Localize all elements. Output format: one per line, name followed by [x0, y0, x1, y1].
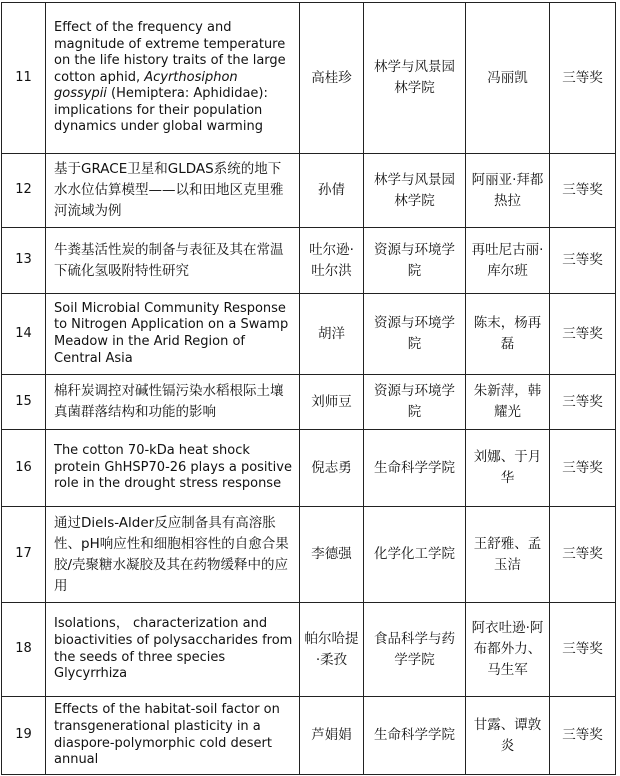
table-row	[2, 294, 616, 375]
row-number: 16	[2, 430, 46, 507]
awards-table	[1, 2, 616, 775]
row-number: 11	[2, 3, 46, 154]
award-level: 三等奖	[550, 228, 616, 294]
college-name: 资源与环境学院	[364, 294, 466, 375]
row-number: 17	[2, 507, 46, 603]
student-name: 倪志勇	[300, 430, 364, 507]
student-name: 刘师豆	[300, 375, 364, 430]
student-name: 李德强	[300, 507, 364, 603]
advisor-name: 刘娜、于月华	[466, 430, 550, 507]
table-row	[2, 507, 616, 603]
award-level: 三等奖	[550, 154, 616, 228]
advisor-name: 再吐尼古丽·库尔班	[466, 228, 550, 294]
advisor-name: 王舒雅、孟玉洁	[466, 507, 550, 603]
advisor-name: 阿丽亚·拜都热拉	[466, 154, 550, 228]
student-name: 吐尔逊·吐尔洪	[300, 228, 364, 294]
advisor-name: 冯丽凯	[466, 3, 550, 154]
row-number: 19	[2, 697, 46, 775]
advisor-name: 朱新萍，韩耀光	[466, 375, 550, 430]
award-level: 三等奖	[550, 697, 616, 775]
table-row	[2, 430, 616, 507]
paper-title: Isolations， characterization and bioactivities of polysaccharides from the seeds of three species Glycyrrhiza	[46, 603, 300, 697]
row-number: 13	[2, 228, 46, 294]
award-level: 三等奖	[550, 430, 616, 507]
advisor-name: 甘露、谭敦炎	[466, 697, 550, 775]
college-name: 资源与环境学院	[364, 375, 466, 430]
table-row	[2, 603, 616, 697]
paper-title: 牛粪基活性炭的制备与表征及其在常温下硫化氢吸附特性研究	[46, 228, 300, 294]
paper-title: The cotton 70-kDa heat shock protein GhHSP70-26 plays a positive role in the drought stress response	[46, 430, 300, 507]
student-name: 高桂珍	[300, 3, 364, 154]
table-row	[2, 697, 616, 775]
advisor-name: 阿衣吐逊·阿布都外力、马生军	[466, 603, 550, 697]
paper-title: 通过Diels-Alder反应制备具有高溶胀性、pH响应性和细胞相容性的自愈合果胶/壳聚糖水凝胶及其在药物缓释中的应用	[46, 507, 300, 603]
advisor-name: 陈末，杨再磊	[466, 294, 550, 375]
table-row	[2, 375, 616, 430]
paper-title: Effects of the habitat-soil factor on transgenerational plasticity in a diaspore-polymorphic cold desert annual	[46, 697, 300, 775]
college-name: 生命科学学院	[364, 430, 466, 507]
paper-title: 棉秆炭调控对碱性镉污染水稻根际土壤真菌群落结构和功能的影响	[46, 375, 300, 430]
student-name: 芦娟娟	[300, 697, 364, 775]
college-name: 林学与风景园林学院	[364, 154, 466, 228]
table-row	[2, 3, 616, 154]
college-name: 林学与风景园林学院	[364, 3, 466, 154]
award-level: 三等奖	[550, 3, 616, 154]
student-name: 胡洋	[300, 294, 364, 375]
table-row	[2, 228, 616, 294]
college-name: 生命科学学院	[364, 697, 466, 775]
award-level: 三等奖	[550, 603, 616, 697]
award-level: 三等奖	[550, 507, 616, 603]
college-name: 食品科学与药学学院	[364, 603, 466, 697]
row-number: 12	[2, 154, 46, 228]
college-name: 化学化工学院	[364, 507, 466, 603]
award-level: 三等奖	[550, 294, 616, 375]
row-number: 18	[2, 603, 46, 697]
student-name: 帕尔哈提·柔孜	[300, 603, 364, 697]
paper-title: 基于GRACE卫星和GLDAS系统的地下水水位估算模型——以和田地区克里雅河流域为例	[46, 154, 300, 228]
college-name: 资源与环境学院	[364, 228, 466, 294]
paper-title: Effect of the frequency and magnitude of extreme temperature on the life history traits of the large cotton aphid, Acyrthosiphon gossypii (Hemiptera: Aphididae): implications for their population dynamics under global warming	[46, 3, 300, 154]
award-level: 三等奖	[550, 375, 616, 430]
table-row	[2, 154, 616, 228]
paper-title: Soil Microbial Community Response to Nitrogen Application on a Swamp Meadow in the Arid Region of Central Asia	[46, 294, 300, 375]
row-number: 15	[2, 375, 46, 430]
student-name: 孙倩	[300, 154, 364, 228]
row-number: 14	[2, 294, 46, 375]
